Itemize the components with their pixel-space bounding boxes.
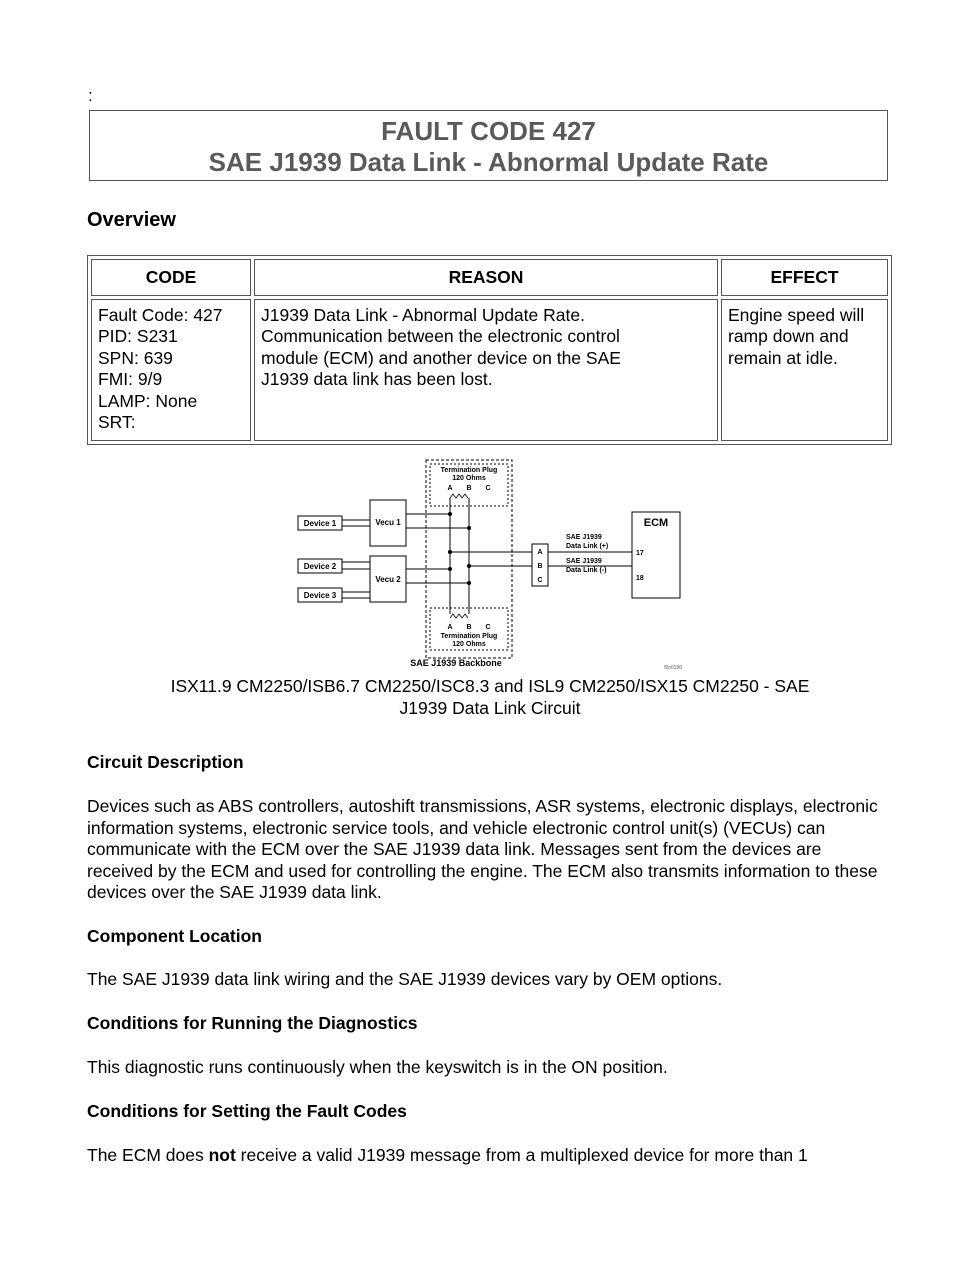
overview-heading: Overview: [87, 209, 176, 231]
circuit-description-heading: Circuit Description: [87, 752, 244, 772]
backbone-label: SAE J1939 Backbone: [410, 658, 502, 668]
column-header-code: CODE: [91, 259, 251, 296]
effect-cell: [721, 299, 888, 441]
bottom-plug-ohms: 120 Ohms: [452, 641, 486, 648]
bottom-pin-a: A: [447, 624, 453, 631]
column-header-effect: EFFECT: [721, 259, 888, 296]
bottom-resistor: [450, 614, 468, 618]
code-cell: [91, 299, 251, 441]
link-plus-line1: SAE J1939: [566, 534, 602, 541]
caption-line-2: J1939 Data Link Circuit: [399, 698, 581, 718]
setting-fault-codes-text: [87, 1145, 887, 1167]
bottom-pin-c: C: [485, 624, 491, 631]
column-header-reason: REASON: [254, 259, 718, 296]
device-2-label: Device 2: [303, 562, 337, 571]
fault-code-title: FAULT CODE 427: [381, 116, 596, 146]
link-plus-line2: Data Link (+): [566, 543, 609, 550]
top-plug-label: Termination Plug: [440, 467, 498, 474]
figure-id: f0c0190: [664, 665, 682, 671]
effect-cell-text: Engine speed will ramp down and remain at idle.: [728, 304, 865, 368]
reason-cell: [254, 299, 718, 441]
top-plug-ohms: 120 Ohms: [452, 475, 486, 482]
top-resistor: [450, 494, 468, 498]
setting-text-post: receive a valid J1939 message from a multiplexed device for more than 1: [235, 1145, 808, 1165]
top-pin-a: A: [447, 485, 453, 492]
table-row: [91, 299, 888, 441]
code-cell-text: Fault Code: 427 PID: S231 SPN: 639 FMI: 9/9 LAMP: None SRT:: [98, 304, 223, 432]
running-diagnostics-text: This diagnostic runs continuously when the keyswitch is in the ON position.: [87, 1057, 668, 1077]
device-1-label: Device 1: [303, 519, 337, 528]
top-pin-c: C: [485, 485, 491, 492]
link-minus-line2: Data Link (-): [566, 567, 607, 574]
ecm-pin-17: 17: [636, 550, 644, 557]
setting-text-pre: The ECM does: [87, 1145, 209, 1165]
vecu-2-label: Vecu 2: [375, 575, 401, 584]
reason-cell-text: J1939 Data Link - Abnormal Update Rate. Communication between the electronic control module (ECM) and another device on the SAE J1939 data link has been lost.: [261, 304, 621, 389]
bottom-plug-label: Termination Plug: [440, 633, 498, 640]
component-location-heading: Component Location: [87, 926, 262, 946]
j1939-circuit-diagram: [290, 456, 690, 672]
ecm-label: ECM: [643, 517, 669, 529]
vecu-1-label: Vecu 1: [375, 518, 401, 527]
link-minus-line1: SAE J1939: [566, 558, 602, 565]
ecm-pin-18: 18: [636, 575, 644, 582]
fault-code-subtitle: SAE J1939 Data Link - Abnormal Update Rate: [208, 147, 769, 177]
running-diagnostics-heading: Conditions for Running the Diagnostics: [87, 1013, 418, 1033]
connector-pin-c: C: [537, 577, 543, 584]
bottom-pin-b: B: [466, 624, 472, 631]
setting-fault-codes-heading: Conditions for Setting the Fault Codes: [87, 1101, 407, 1121]
figure-caption: [110, 675, 870, 719]
title-box: [89, 110, 888, 181]
connector-pin-b: B: [537, 563, 543, 570]
setting-text-bold: not: [208, 1145, 236, 1165]
caption-line-1: ISX11.9 CM2250/ISB6.7 CM2250/ISC8.3 and ISL9 CM2250/ISX15 CM2250 - SAE: [170, 676, 810, 696]
top-pin-b: B: [466, 485, 472, 492]
device-3-label: Device 3: [303, 591, 337, 600]
table-header-row: [91, 259, 888, 296]
fault-table: [87, 255, 892, 445]
component-location-text: The SAE J1939 data link wiring and the SAE J1939 devices vary by OEM options.: [87, 969, 723, 989]
leading-colon: :: [88, 86, 93, 105]
connector-pin-a: A: [537, 549, 543, 556]
circuit-description-text: Devices such as ABS controllers, autoshift transmissions, ASR systems, electronic displays, electronic information systems, electronic service tools, and vehicle electronic control unit(s) (VECUs) can communicate with the ECM over the SAE J1939 data link. Messages sent from the devices are received by the ECM and used for controlling the engine. The ECM also transmits information to these devices over the SAE J1939 data link.: [87, 796, 878, 903]
